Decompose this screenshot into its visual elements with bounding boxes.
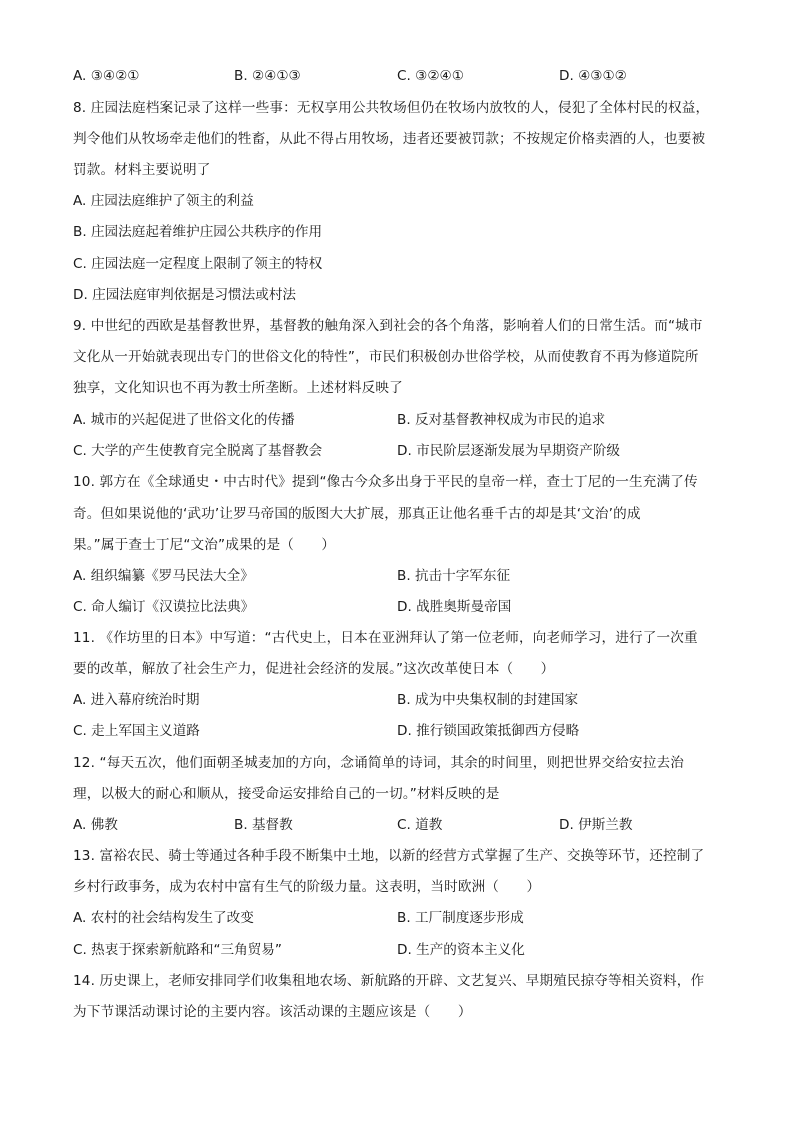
q8-stem-line-2: 判令他们从牧场牵走他们的牲畜，从此不得占用牧场，违者还要被罚款；不按规定价格卖酒的人，也要被 <box>73 131 706 147</box>
q12-stem-line-2: 理，以极大的耐心和顺从，接受命运安排给自己的一切。”材料反映的是 <box>73 786 500 802</box>
q8-option-d[interactable]: D. 庄园法庭审判依据是习惯法或村法 <box>73 287 297 303</box>
q9-stem-line-1: 9. 中世纪的西欧是基督教世界，基督教的触角深入到社会的各个角落，影响着人们的日常生活。而“城市 <box>73 318 703 334</box>
q7-option-c[interactable]: C. ③②④① <box>397 68 464 84</box>
q10-option-a[interactable]: A. 组织编纂《罗马民法大全》 <box>73 568 254 584</box>
q12-stem-line-1: 12. “每天五次，他们面朝圣城麦加的方向，念诵简单的诗词，其余的时间里，则把世界交给安拉去治 <box>73 755 684 771</box>
q11-option-b[interactable]: B. 成为中央集权制的封建国家 <box>397 692 579 708</box>
q11-option-a[interactable]: A. 进入幕府统治时期 <box>73 692 200 708</box>
q9-option-b[interactable]: B. 反对基督教神权成为市民的追求 <box>397 412 606 428</box>
q11-stem-line-2: 要的改革，解放了社会生产力，促进社会经济的发展。”这次改革使日本（ ） <box>73 661 555 677</box>
q13-option-d[interactable]: D. 生产的资本主义化 <box>397 942 525 958</box>
q7-option-b[interactable]: B. ②④①③ <box>234 68 301 84</box>
q10-stem-line-2: 奇。但如果说他的‘武功’让罗马帝国的版图大大扩展，那真正让他名垂千古的却是其‘文治’的成 <box>73 506 641 522</box>
q13-stem-line-1: 13. 富裕农民、骑士等通过各种手段不断集中土地，以新的经营方式掌握了生产、交换等环节，还控制了 <box>73 848 705 864</box>
q8-option-a[interactable]: A. 庄园法庭维护了领主的利益 <box>73 193 254 209</box>
q14-stem-line-1: 14. 历史课上，老师安排同学们收集租地农场、新航路的开辟、文艺复兴、早期殖民掠夺等相关资料，作 <box>73 973 705 989</box>
q11-stem-line-1: 11. 《作坊里的日本》中写道：“古代史上，日本在亚洲拜认了第一位老师，向老师学习，进行了一次重 <box>73 630 698 646</box>
q12-option-b[interactable]: B. 基督教 <box>234 817 293 833</box>
q10-option-d[interactable]: D. 战胜奥斯曼帝国 <box>397 599 512 615</box>
q8-option-c[interactable]: C. 庄园法庭一定程度上限制了领主的特权 <box>73 256 323 272</box>
q13-option-b[interactable]: B. 工厂制度逐步形成 <box>397 910 524 926</box>
q10-option-b[interactable]: B. 抗击十字军东征 <box>397 568 511 584</box>
q14-stem-line-2: 为下节课活动课讨论的主要内容。该活动课的主题应该是（ ） <box>73 1004 472 1020</box>
q10-stem-line-1: 10. 郭方在《全球通史・中古时代》提到“像古今众多出身于平民的皇帝一样，查士丁尼的一生充满了传 <box>73 474 698 490</box>
q9-option-c[interactable]: C. 大学的产生使教育完全脱离了基督教会 <box>73 443 323 459</box>
q9-option-d[interactable]: D. 市民阶层逐渐发展为早期资产阶级 <box>397 443 621 459</box>
q13-stem-line-2: 乡村行政事务，成为农村中富有生气的阶级力量。这表明，当时欧洲（ ） <box>73 879 541 895</box>
q10-stem-line-3: 果。”属于查士丁尼“文治”成果的是（ ） <box>73 537 336 553</box>
q10-option-c[interactable]: C. 命人编订《汉谟拉比法典》 <box>73 599 255 615</box>
q11-option-d[interactable]: D. 推行锁国政策抵御西方侵略 <box>397 723 580 739</box>
q13-option-a[interactable]: A. 农村的社会结构发生了改变 <box>73 910 254 926</box>
q12-option-c[interactable]: C. 道教 <box>397 817 443 833</box>
q7-option-a[interactable]: A. ③④②① <box>73 68 140 84</box>
q8-option-b[interactable]: B. 庄园法庭起着维护庄园公共秩序的作用 <box>73 224 323 240</box>
q9-stem-line-3: 独享，文化知识也不再为教士所垄断。上述材料反映了 <box>73 380 403 396</box>
q13-option-c[interactable]: C. 热衷于探索新航路和“三角贸易” <box>73 942 282 958</box>
q11-option-c[interactable]: C. 走上军国主义道路 <box>73 723 200 739</box>
q12-option-a[interactable]: A. 佛教 <box>73 817 118 833</box>
q8-stem-line-3: 罚款。材料主要说明了 <box>73 162 211 178</box>
q7-option-d[interactable]: D. ④③①② <box>559 68 627 84</box>
q8-stem-line-1: 8. 庄园法庭档案记录了这样一些事：无权享用公共牧场但仍在牧场内放牧的人，侵犯了全体村民的权益， <box>73 100 710 116</box>
q12-option-d[interactable]: D. 伊斯兰教 <box>559 817 633 833</box>
q9-option-a[interactable]: A. 城市的兴起促进了世俗文化的传播 <box>73 412 295 428</box>
q9-stem-line-2: 文化从一开始就表现出专门的世俗文化的特性”，市民们积极创办世俗学校，从而使教育不再为修道院所 <box>73 349 699 365</box>
